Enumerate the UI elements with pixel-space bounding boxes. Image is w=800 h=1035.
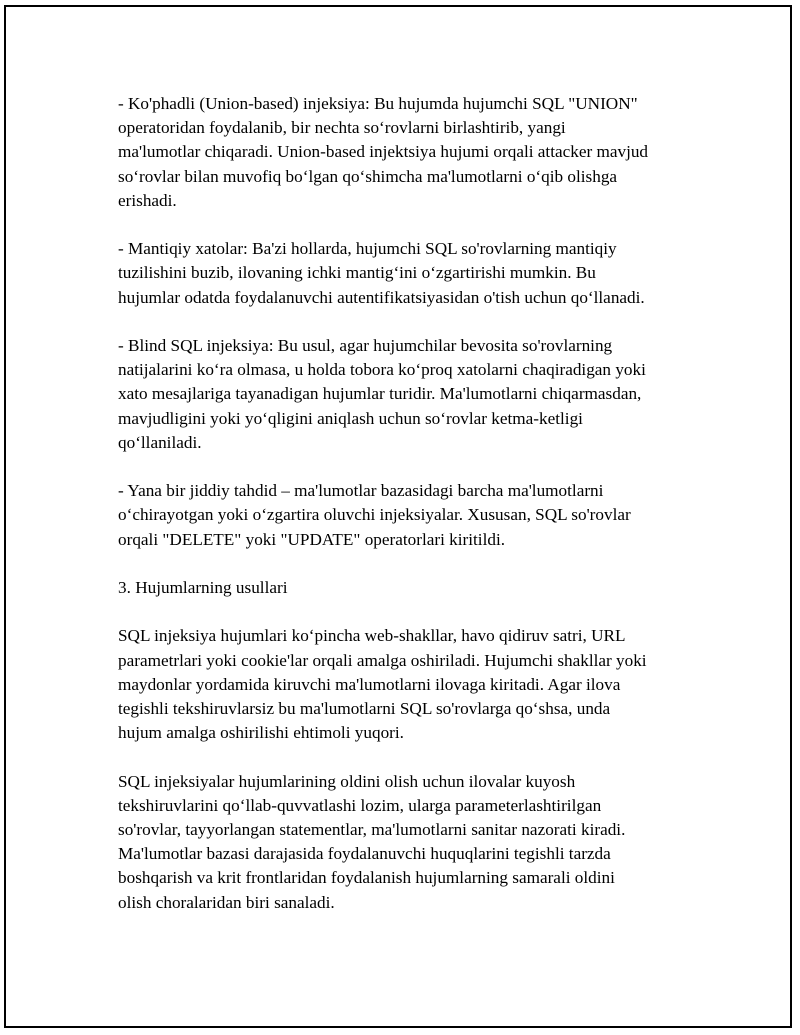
paragraph-prevention: SQL injeksiyalar hujumlarining oldini olish uchun ilovalar kuyosh tekshiruvlarini qo‘llab-quvvatlashi lozim, ularga parameterlashtirilgan so'rovlar, tayyorlangan statementlar, ma'lumotlarni sanitar nazorati kiradi. Ma'lumotlar bazasi darajasida foydalanuvchi huquqlarini tegishli tarzda boshqarish va krit frontlaridan foydalanish hujumlarning samarali oldini olish choralaridan biri sanaladi.	[118, 771, 626, 912]
paragraph-union-based-injection: - Ko'phadli (Union-based) injeksiya: Bu hujumda hujumchi SQL "UNION" operatoridan foydalanib, bir nechta so‘rovlarni birlashtirib, yangi ma'lumotlar chiqaradi. Union-based injektsiya hujumi orqali attacker mavjud so‘rovlar bilan muvofiq bo‘lgan qo‘shimcha ma'lumotlarni o‘qib olishga erishadi.	[118, 94, 649, 210]
document-body	[118, 92, 698, 915]
paragraph-blind-sql-injection: - Blind SQL injeksiya: Bu usul, agar hujumchilar bevosita so'rovlarning natijalarini ko‘ra olmasa, u holda tobora ko‘proq xatolarni chaqiradigan yoki xato mesajlariga tayanadigan hujumlar turidir. Ma'lumotlarni chiqarmasdan, mavjudligini yoki yo‘qligini aniqlash uchun so‘rovlar ketma-ketligi qo‘llaniladi.	[118, 336, 646, 452]
section-heading-attack-methods: 3. Hujumlarning usullari	[118, 578, 288, 597]
paragraph-destructive-injection: - Yana bir jiddiy tahdid – ma'lumotlar bazasidagi barcha ma'lumotlarni o‘chirayotgan yoki o‘zgartira oluvchi injeksiyalar. Xususan, SQL so'rovlar orqali "DELETE" yoki "UPDATE" operatorlari kiritildi.	[118, 481, 631, 549]
paragraph-logic-errors: - Mantiqiy xatolar: Ba'zi hollarda, hujumchi SQL so'rovlarning mantiqiy tuzilishini buzib, ilovaning ichki mantig‘ini o‘zgartirishi mumkin. Bu hujumlar odatda foydalanuvchi autentifikatsiyasidan o'tish uchun qo‘llanadi.	[118, 239, 645, 307]
paragraph-attack-vectors: SQL injeksiya hujumlari ko‘pincha web-shakllar, havo qidiruv satri, URL parametrlari yoki cookie'lar orqali amalga oshiriladi. Hujumchi shakllar yoki maydonlar yordamida kiruvchi ma'lumotlarni ilovaga kiritadi. Agar ilova tegishli tekshiruvlarsiz bu ma'lumotlarni SQL so'rovlarga qo‘shsa, unda hujum amalga oshirilishi ehtimoli yuqori.	[118, 626, 647, 743]
